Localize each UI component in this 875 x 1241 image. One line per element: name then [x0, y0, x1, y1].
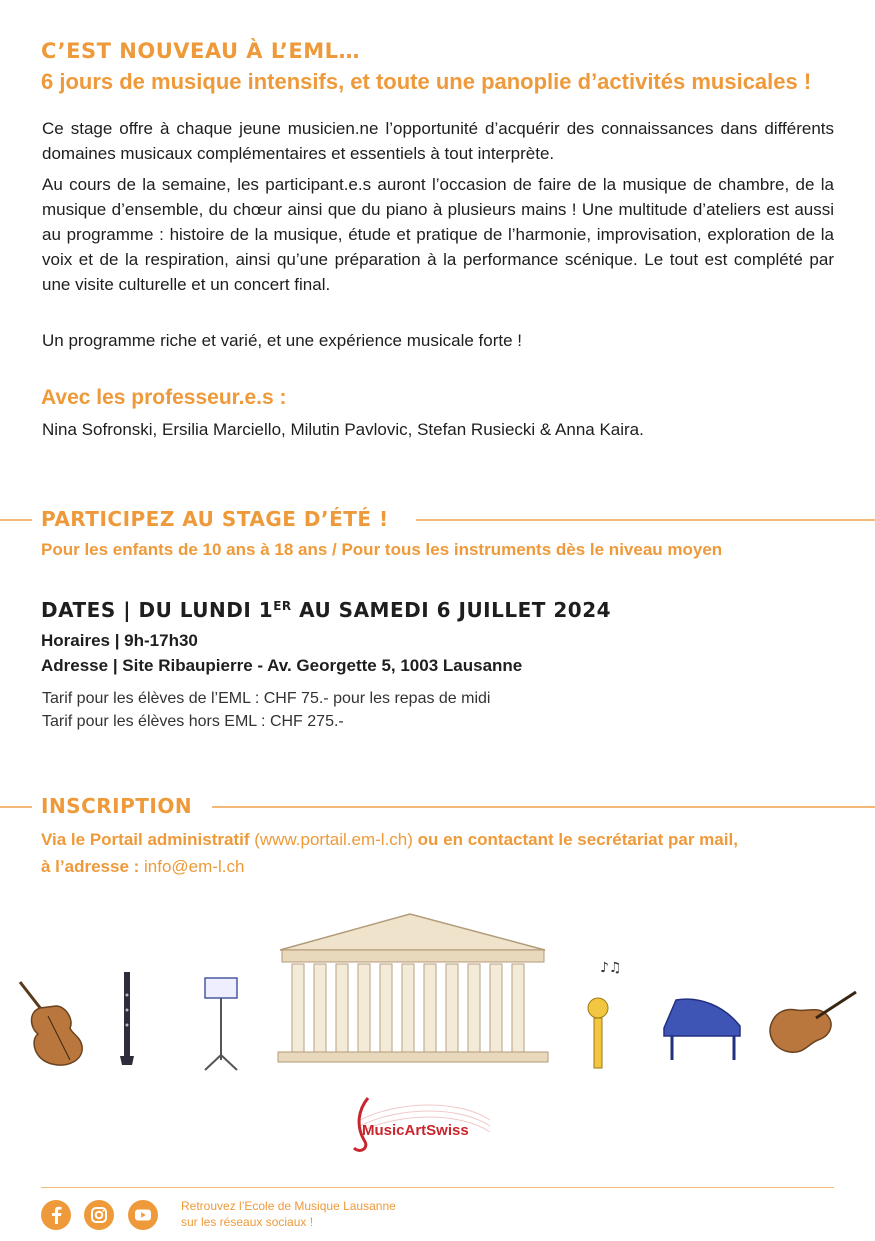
- stage-title: PARTICIPEZ AU STAGE D’ÉTÉ !: [41, 507, 389, 531]
- section-rule-left: [0, 806, 32, 808]
- svg-text:♪♫: ♪♫: [600, 960, 622, 976]
- inscription-title: INSCRIPTION: [41, 794, 193, 818]
- cello-icon: [20, 982, 82, 1065]
- email-link[interactable]: info@em-l.ch: [144, 857, 245, 876]
- intro-subheading: 6 jours de musique intensifs, et toute une panoplie d’activités musicales !: [41, 69, 812, 94]
- instagram-icon[interactable]: [84, 1200, 114, 1230]
- intro-paragraph-1: Ce stage offre à chaque jeune musicien.ne l’opportunité d’acquérir des connaissances dans différents domaines musicaux complémentaires et essentiels à tout interprète.: [42, 119, 834, 163]
- temple-icon: [278, 914, 548, 1062]
- section-rule-right: [416, 519, 875, 521]
- portal-link[interactable]: (www.portail.em-l.ch): [254, 830, 413, 849]
- grand-piano-icon: [664, 999, 740, 1060]
- footer-text: Retrouvez l’Ecole de Musique Lausanne sur les réseaux sociaux !: [181, 1199, 396, 1229]
- intro-paragraph-2: Au cours de la semaine, les participant.e.s auront l’occasion de faire de la musique de chambre, de la musique d’ensemble, du chœur ainsi que du piano à plusieurs mains ! Une multitude d’ateliers est aussi au programme : histoire de la musique, étude et pratique de l’harmonie, improvisation, exploration de la voix et de la respiration, ainsi qu’une préparation à la performance scénique. Le tout est complété par une visite culturelle et un concert final.: [42, 175, 834, 294]
- section-rule-left: [0, 519, 32, 521]
- tarif-eml: Tarif pour les élèves de l’EML : CHF 75.- pour les repas de midi: [42, 690, 491, 707]
- teachers-list: Nina Sofronski, Ersilia Marciello, Milutin Pavlovic, Stefan Rusiecki & Anna Kaira.: [42, 420, 644, 439]
- dates-line: DATES | DU LUNDI 1ER AU SAMEDI 6 JUILLET 2024: [41, 598, 612, 622]
- section-rule-right: [212, 806, 875, 808]
- violin-icon: [770, 992, 856, 1052]
- intro-paragraph-3: Un programme riche et varié, et une expérience musicale forte !: [42, 331, 523, 350]
- inscription-text: Via le Portail administratif (www.portail.em-l.ch) ou en contactant le secrétariat par mail, à l’adresse : info@em-l.ch: [41, 830, 738, 876]
- stage-subtitle: Pour les enfants de 10 ans à 18 ans / Pour tous les instruments dès le niveau moyen: [41, 540, 723, 559]
- hours-line: Horaires | 9h-17h30: [41, 631, 198, 650]
- illustration: [0, 900, 875, 1080]
- address-line: Adresse | Site Ribaupierre - Av. Georgette 5, 1003 Lausanne: [41, 656, 523, 675]
- teachers-heading: Avec les professeur.e.s :: [41, 386, 287, 409]
- music-stand-icon: [205, 978, 237, 1070]
- clarinet-icon: [120, 972, 134, 1065]
- footer-rule: [41, 1187, 834, 1188]
- logo-text: MusicArtSwiss: [362, 1122, 469, 1139]
- musicartswiss-logo: [340, 1090, 500, 1160]
- intro-heading: C’EST NOUVEAU À L’EML…: [41, 39, 361, 63]
- youtube-icon[interactable]: [128, 1200, 158, 1230]
- microphone-icon: [588, 960, 622, 1068]
- tarif-hors-eml: Tarif pour les élèves hors EML : CHF 275.-: [42, 713, 344, 730]
- facebook-icon[interactable]: [41, 1200, 71, 1230]
